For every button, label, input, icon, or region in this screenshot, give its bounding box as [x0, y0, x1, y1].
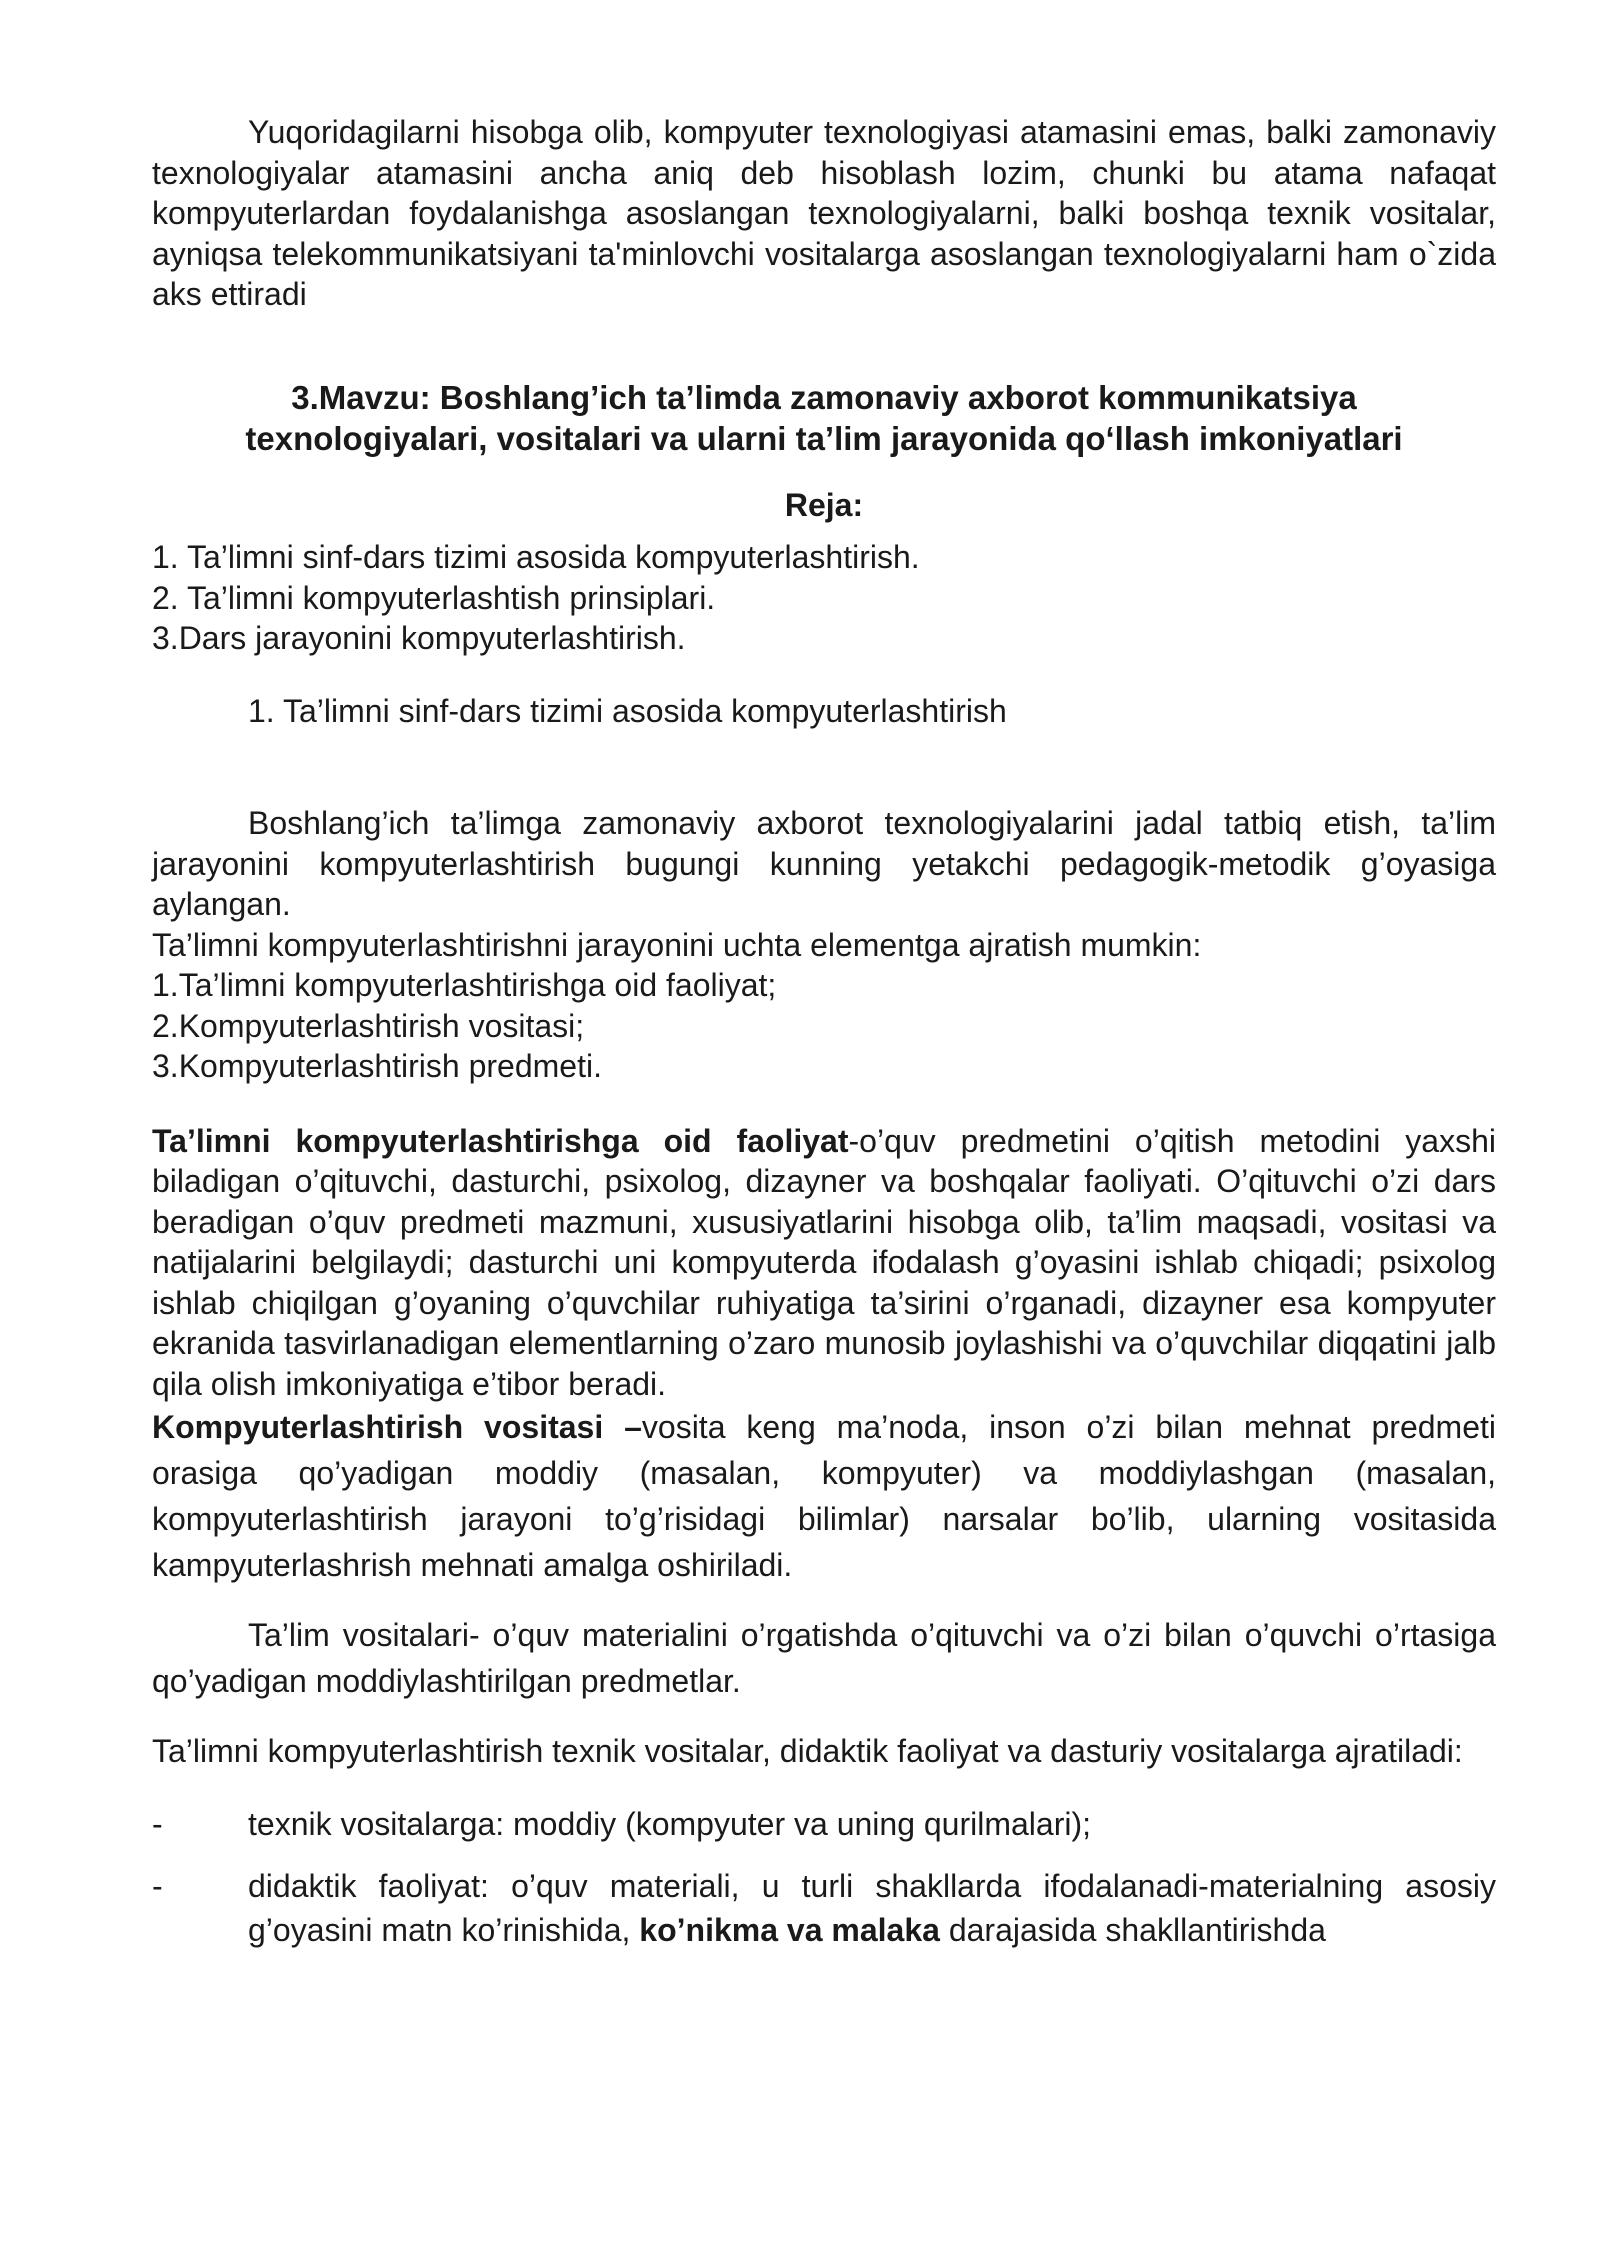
dash-item2-bold: ko’nikma va malaka	[639, 1912, 940, 1948]
element-item: 3.Kompyuterlashtirish predmeti.	[152, 1048, 602, 1084]
plan-list	[152, 537, 1496, 659]
dash-item-text	[248, 1864, 1496, 1952]
term-faoliyat: Ta’limni kompyuterlashtirishga oid faoliyat	[152, 1122, 849, 1159]
plan-item: 3.Dars jarayonini kompyuterlashtirish.	[152, 620, 686, 656]
term-vosita: Kompyuterlashtirish vositasi –	[152, 1409, 642, 1445]
vosita-definition: vosita keng ma’noda, inson o’zi bilan mehnat predmeti orasiga qo’yadigan moddiy (masalan, kompyuter) va moddiylashgan (masalan, kompyuterlashtirish jarayoni to’g’risidagi bilimlar) narsalar bo’lib, ularning vositasida kampyuterlashrish mehnati amalga oshiriladi.	[152, 1409, 1496, 1583]
element-item: 1.Ta’limni kompyuterlashtirishga oid faoliyat;	[152, 967, 777, 1003]
paragraph-boshlang: Boshlang’ich ta’limga zamonaviy axborot texnologiyalarini jadal tatbiq etish, ta’lim jarayonini kompyuterlashtirish bugungi kunning yetakchi pedagogik-metodik g’oyasiga aylangan.	[152, 805, 1496, 922]
dash-item-didaktik	[152, 1864, 1496, 1952]
intro-paragraph: Yuqoridagilarni hisobga olib, kompyuter texnologiyasi atamasini emas, balki zamonaviy texnologiyalar atamasini ancha aniq deb hisoblash lozim, chunki bu atama nafaqat kompyuterlardan foydalanishga asoslangan texnologiyalarni, balki boshqa texnik vositalar, ayniqsa telekommunikatsiyani ta'minlovchi vositalarga asoslangan texnologiyalarni ham o`zida aks ettiradi	[152, 114, 1496, 312]
paragraph-vosita	[152, 1404, 1496, 1588]
paragraph-ajratiladi: Ta’limni kompyuterlashtirish texnik vositalar, didaktik faoliyat va dasturiy vositalarga ajratiladi:	[152, 1733, 1463, 1769]
paragraph-talim-vositalari: Ta’lim vositalari- o’quv materialini o’rgatishda o’qituvchi va o’zi bilan o’quvchi o’rtasiga qo’yadigan moddiylashtirilgan predmetlar.	[152, 1617, 1496, 1699]
plan-item: 1. Ta’limni sinf-dars tizimi asosida kompyuterlashtirish.	[152, 539, 920, 575]
element-item: 2.Kompyuterlashtirish vositasi;	[152, 1007, 585, 1044]
topic-heading-line1: 3.Mavzu: Boshlang’ich ta’limda zamonaviy axborot kommunikatsiya	[291, 378, 1357, 416]
plan-title: Reja:	[784, 486, 864, 523]
topic-heading-line2: texnologiyalari, vositalari va ularni ta’lim jarayonida qo‘llash imkoniyatlari	[245, 419, 1403, 457]
elements-intro: Ta’limni kompyuterlashtirishni jarayonini uchta elementga ajratish mumkin:	[152, 926, 1202, 963]
dash-marker: -	[152, 1868, 163, 1904]
paragraph-faoliyat	[152, 1121, 1496, 1405]
dash-marker: -	[152, 1806, 163, 1842]
dash-item2-before: didaktik faoliyat: o’quv materiali, u turli shakllarda ifodalanadi-materialning asosiy g’oyasini matn ko’rinishida,	[248, 1868, 1496, 1948]
section-title: 1. Ta’limni sinf-dars tizimi asosida kompyuterlashtirish	[248, 692, 1007, 729]
faoliyat-definition: -o’quv predmetini o’qitish metodini yaxshi biladigan o’qituvchi, dasturchi, psixolog, dizayner va boshqalar faoliyati. O’qituvchi o’zi dars beradigan o’quv predmeti mazmuni, xususiyatlarini hisobga olib, ta’lim maqsadi, vositasi va natijalarini belgilaydi; dasturchi uni kompyuterda ifodalash g’oyasini ishlab chiqadi; psixolog ishlab chiqilgan g’oyaning o’quvchilar ruhiyatiga ta’sirini o’rganadi, dizayner esa kompyuter ekranida tasvirlanadigan elementlarning o’zaro munosib joylashishi va o’quvchilar diqqatini jalb qila olish imkoniyatiga e’tibor beradi.	[152, 1122, 1497, 1402]
dash-item-texnik	[152, 1802, 1496, 1846]
dash-item2-after: darajasida shakllantirishda	[939, 1912, 1326, 1948]
elements-list	[152, 965, 1496, 1087]
plan-item: 2. Ta’limni kompyuterlashtish prinsiplari.	[152, 579, 716, 616]
dash-item-text: texnik vositalarga: moddiy (kompyuter va uning qurilmalari);	[248, 1806, 1092, 1842]
